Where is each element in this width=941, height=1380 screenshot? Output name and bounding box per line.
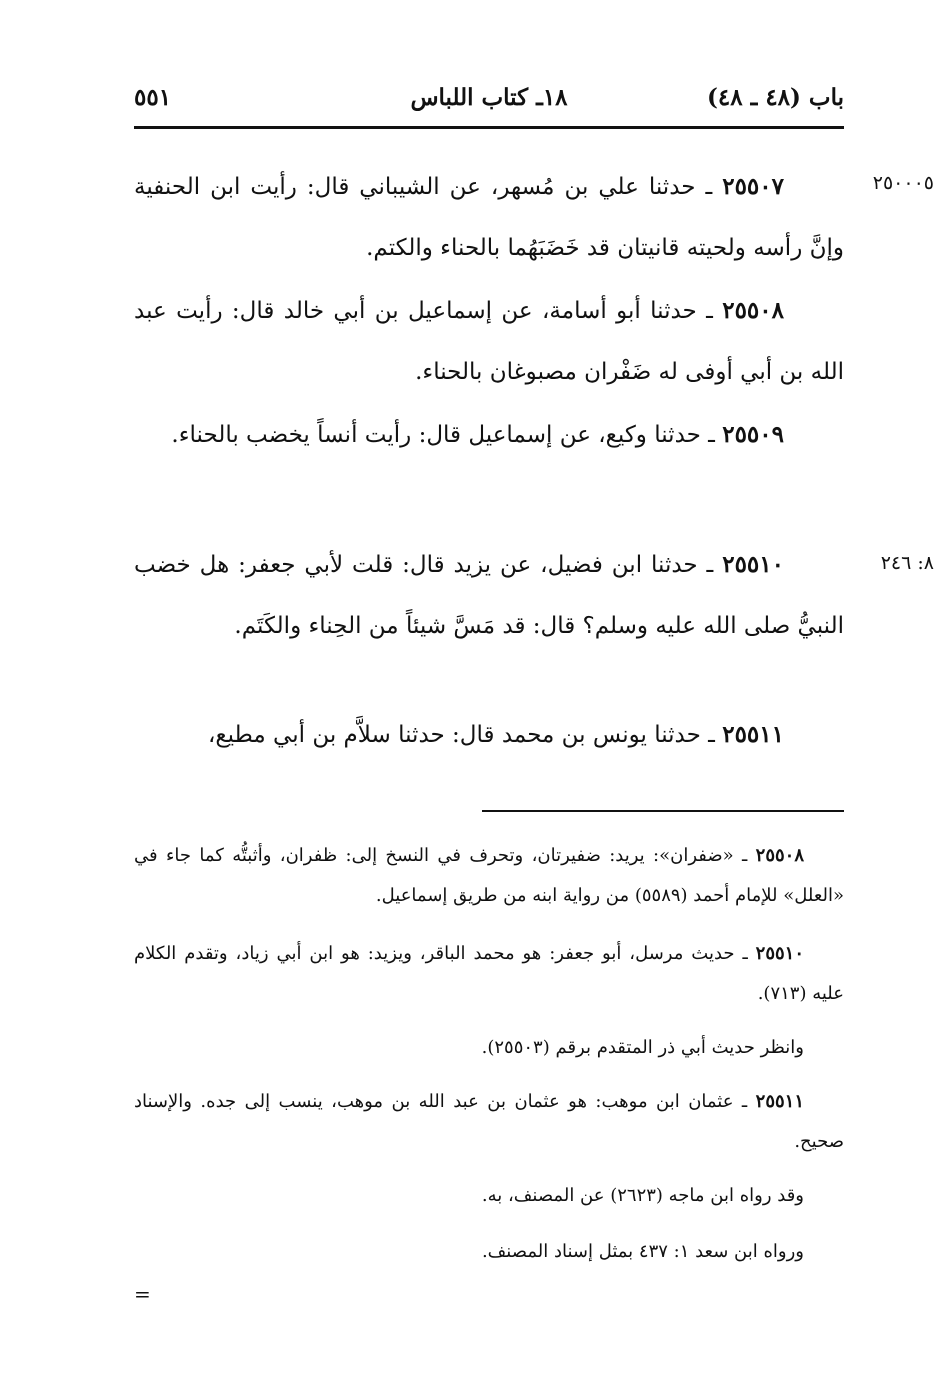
hadith-text: ـ حدثنا أبو أسامة، عن إسماعيل بن أبي خالد قال: رأيت عبد الله بن أبي أوفى له ضَفْران مصبوغان بالحناء. xyxy=(134,298,844,385)
hadith-text: ـ حدثنا ابن فضيل، عن يزيد قال: قلت لأبي جعفر: هل خضب النبيُّ صلى الله عليه وسلم؟ قال: قد مَسَّ شيئاً من الحِناء والكَتَم. xyxy=(134,552,844,639)
footnote-text: وانظر حديث أبي ذر المتقدم برقم (٢٥٥٠٣). xyxy=(481,1037,804,1058)
footnote-number: ٢٥٥١١ xyxy=(755,1091,804,1112)
footnote xyxy=(134,1028,844,1068)
hadith-number: ٢٥٥١١ xyxy=(722,721,784,748)
page-header xyxy=(134,84,844,124)
chapter-title: باب (٤٨ ـ ٤٨) xyxy=(706,84,844,111)
hadith-number: ٢٥٥٠٩ xyxy=(722,421,784,448)
hadith-entry xyxy=(134,704,844,766)
hadith-entry xyxy=(134,534,844,657)
footnote-number: ٢٥٥١٠ xyxy=(755,943,804,964)
margin-reference: ٢٥٠٠٠٥ xyxy=(872,172,934,194)
continuation-mark: = xyxy=(134,1282,151,1306)
footnote xyxy=(134,934,844,1014)
page-number: ٥٥١ xyxy=(134,84,172,111)
footnote-text: ورواه ابن سعد ١: ٤٣٧ بمثل إسناد المصنف. xyxy=(481,1241,804,1262)
hadith-text: ـ حدثنا علي بن مُسهر، عن الشيباني قال: رأيت ابن الحنفية وإنَّ رأسه ولحيته قانيتان قد خَضَبَهُما بالحناء والكتم. xyxy=(134,174,844,261)
footnote-text: ـ «ضفران»: يريد: ضفيرتان، وتحرف في النسخ إلى: ظفران، وأثبتُّه كما جاء في «العلل» للإمام أحمد (٥٥٨٩) من رواية ابنه من طريق إسماعيل. xyxy=(134,845,844,906)
footnote xyxy=(134,836,844,916)
hadith-entry xyxy=(134,156,844,279)
footnote-number: ٢٥٥٠٨ xyxy=(755,845,804,866)
book-title: ١٨ـ كتاب اللباس xyxy=(410,84,568,111)
header-rule xyxy=(134,126,844,129)
hadith-entry xyxy=(134,280,844,403)
footnote-text: ـ عثمان ابن موهب: هو عثمان بن عبد الله بن موهب، ينسب إلى جده. والإسناد صحيح. xyxy=(134,1091,844,1152)
footnote-text: وقد رواه ابن ماجه (٢٦٢٣) عن المصنف، به. xyxy=(481,1185,804,1206)
hadith-text: ـ حدثنا وكيع، عن إسماعيل قال: رأيت أنساً يخضب بالحناء. xyxy=(171,422,723,448)
hadith-number: ٢٥٥٠٧ xyxy=(722,173,784,200)
footnote-separator xyxy=(482,810,844,812)
footnote xyxy=(134,1176,844,1216)
margin-reference: ٨: ٢٤٦ xyxy=(880,552,934,574)
footnote-text: ـ حديث مرسل، أبو جعفر: هو محمد الباقر، ويزيد: هو ابن أبي زياد، وتقدم الكلام عليه (٧١٣). xyxy=(134,943,844,1004)
hadith-entry xyxy=(134,404,844,466)
hadith-number: ٢٥٥١٠ xyxy=(722,551,784,578)
hadith-number: ٢٥٥٠٨ xyxy=(722,297,784,324)
hadith-text: ـ حدثنا يونس بن محمد قال: حدثنا سلاَّم بن أبي مطيع، xyxy=(207,722,723,748)
footnote xyxy=(134,1082,844,1162)
footnote xyxy=(134,1232,844,1272)
